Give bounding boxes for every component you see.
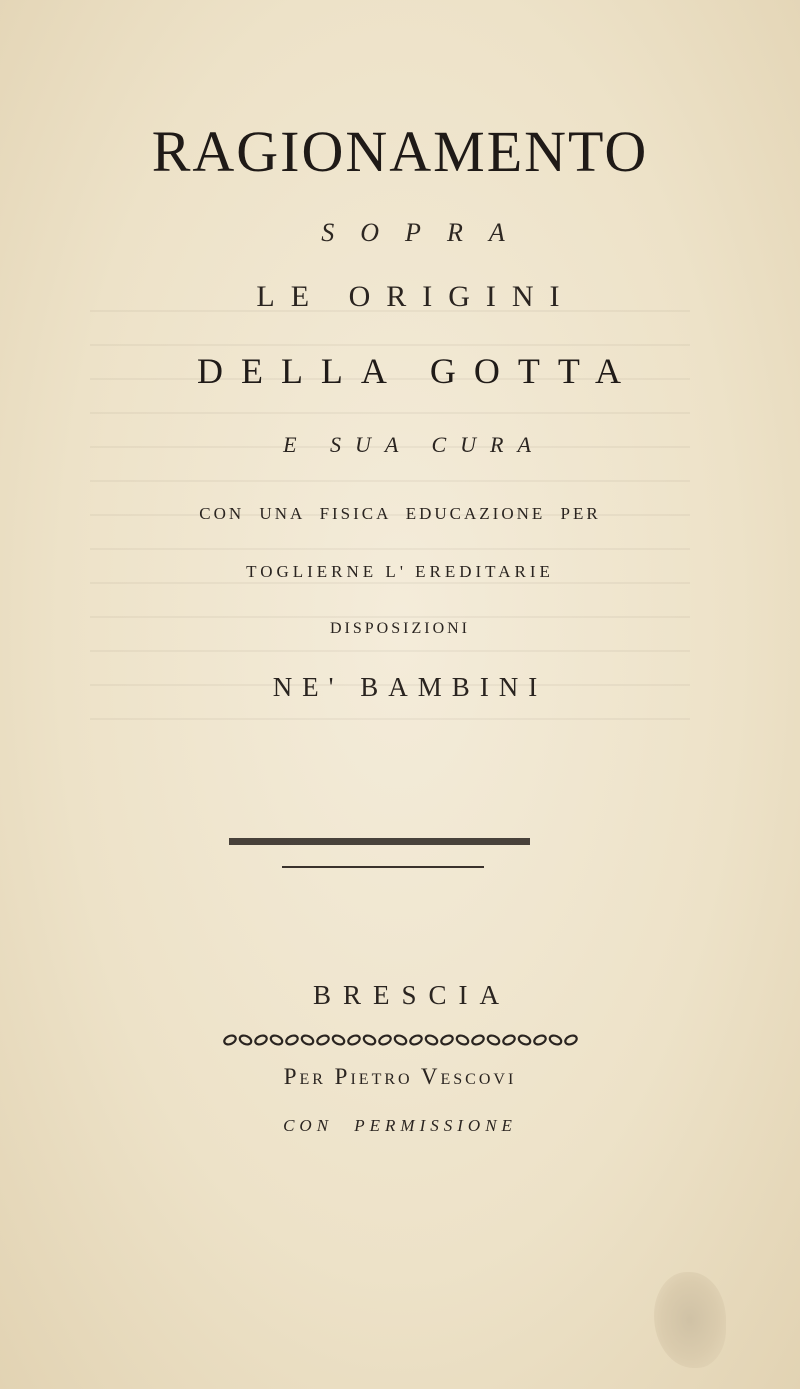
subtitle-gotta: DELLA GOTTA xyxy=(196,351,640,391)
imprint-city: BRESCIA xyxy=(312,980,512,1010)
book-title: RAGIONAMENTO xyxy=(151,119,649,184)
permission-note: CON PERMISSIONE xyxy=(283,1116,517,1135)
thin-rule xyxy=(282,866,484,868)
subtitle-cura: E SUA CURA xyxy=(283,432,545,457)
subtitle-origini: LE ORIGINI xyxy=(256,280,576,313)
ornament-border xyxy=(222,1032,584,1048)
paper-stain xyxy=(654,1272,726,1368)
printer-name: Per Pietro Vescovi xyxy=(283,1064,517,1089)
subtitle-sopra: SOPRA xyxy=(321,218,531,247)
subtitle-disposizioni: DISPOSIZIONI xyxy=(330,620,470,637)
subtitle-togliere: TOGLIERNE L' EREDITARIE xyxy=(246,562,554,581)
subtitle-educazione: CON UNA FISICA EDUCAZIONE PER xyxy=(199,504,601,523)
thick-rule xyxy=(229,836,530,846)
subtitle-bambini: NE' BAMBINI xyxy=(272,672,548,702)
